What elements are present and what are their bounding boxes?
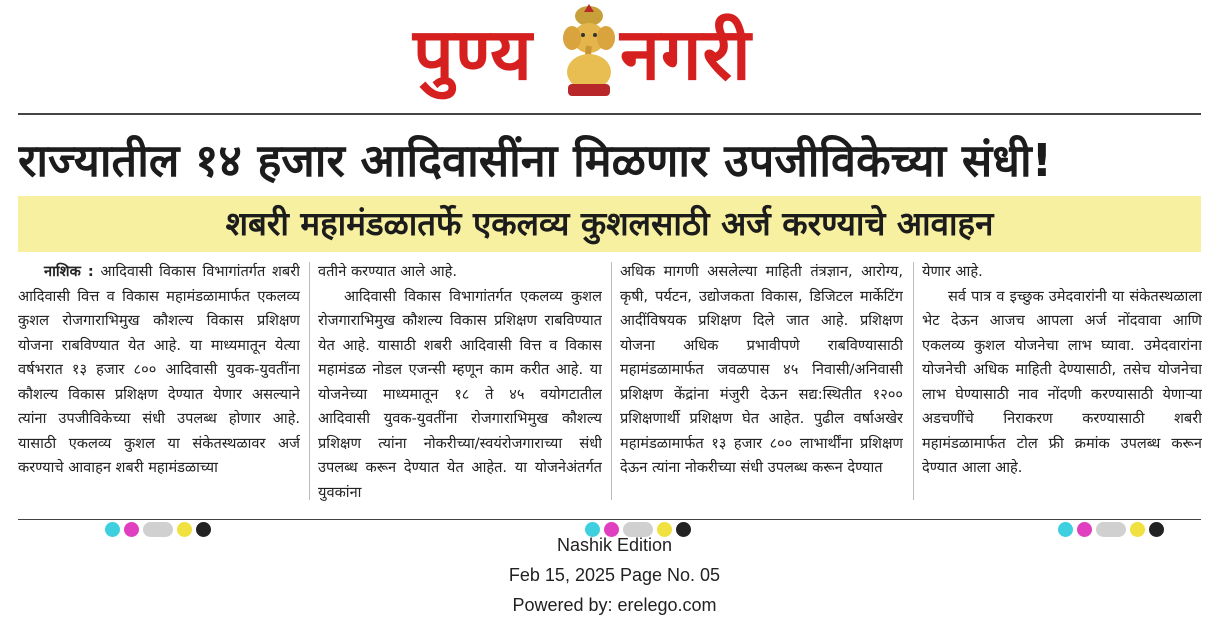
article-column-3 bbox=[620, 260, 903, 506]
ganesha-emblem-icon bbox=[556, 2, 622, 102]
powered-by-link[interactable]: Powered by: erelego.com bbox=[512, 595, 717, 615]
headline: राज्यातील १४ हजार आदिवासींना मिळणार उपजीविकेच्या संधी! bbox=[18, 134, 1053, 187]
logo-text-left: पुण्य bbox=[413, 12, 533, 96]
edition-label: Nashik Edition bbox=[556, 535, 673, 555]
paragraph bbox=[18, 260, 300, 481]
paragraph: अधिक मागणी असलेल्या माहिती तंत्रज्ञान, आरोग्य, कृषी, पर्यटन, उद्योजकता विकास, डिजिटल मार्केटिंग आदींविषयक प्रशिक्षण दिले जात आहे. प्रशिक्षण योजना अधिक प्रभावीपणे राबविण्यासाठी महामंडळामार्फत जवळपास ४५ निवासी/अनिवासी प्रशिक्षण केंद्रांना मंजुरी देऊन सद्य:स्थितीत १२०० प्रशिक्षणार्थी प्रशिक्षण घेत आहेत. पुढील वर्षाअखेर महामंडळामार्फत १३ हजार ८०० लाभार्थींना प्रशिक्षण देऊन त्यांना नोकरीच्या संधी उपलब्ध करून देण्यात bbox=[620, 263, 903, 476]
logo-text-right: नगरी bbox=[620, 12, 752, 96]
registration-marks-right bbox=[1058, 522, 1164, 532]
paragraph-text: आदिवासी विकास विभागांतर्गत शबरी आदिवासी वित्त व विकास महामंडळामार्फत एकलव्य कुशल रोजगाराभिमुख कौशल्य विकास प्रशिक्षण योजना राबविण्यात येत आहे. या माध्यमातून येत्या वर्षभरात १३ हजार ८०० आदिवासी युवक-युवतींना कौशल्य विकास प्रशिक्षण देण्यात येणार असल्याने त्यांना उपजीविकेच्या संधी उपलब्ध होणार आहे. यासाठी एकलव्य कुशल या संकेतस्थळावर अर्ज करण्याचे आवाहन शबरी महामंडळाच्या bbox=[18, 263, 300, 476]
dateline: नाशिक : bbox=[44, 263, 94, 280]
article-column-1 bbox=[18, 260, 300, 506]
article-column-4 bbox=[922, 260, 1202, 506]
column-divider bbox=[611, 262, 612, 500]
masthead bbox=[0, 0, 1229, 112]
registration-marks-center bbox=[585, 522, 691, 532]
page-bottom-rule bbox=[18, 519, 1201, 520]
paragraph: आदिवासी विकास विभागांतर्गत एकलव्य कुशल रोजगाराभिमुख कौशल्य विकास प्रशिक्षण राबविण्यात येत आहे. यासाठी शबरी आदिवासी वित्त व विकास महामंडळ नोडल एजन्सी म्हणून काम करीत आहे. या योजनेच्या माध्यमातून १८ ते ४५ वयोगटातील आदिवासी युवक-युवतींना रोजगाराभिमुख कौशल्य प्रशिक्षण त्यांना नोकरीच्या/स्वयंरोजगाराच्या संधी उपलब्ध करून देण्यात येत आहेत. या योजनेअंतर्गत युवकांना bbox=[318, 287, 602, 501]
registration-marks-left bbox=[105, 522, 211, 532]
column-divider bbox=[309, 262, 310, 500]
paragraph: वतीने करण्यात आले आहे. bbox=[318, 263, 458, 280]
article-column-2 bbox=[318, 260, 602, 506]
column-divider bbox=[913, 262, 914, 500]
paragraph: येणार आहे. bbox=[922, 263, 983, 280]
subheadline-band bbox=[18, 196, 1201, 252]
masthead-divider bbox=[18, 113, 1201, 115]
paragraph: सर्व पात्र व इच्छुक उमेदवारांनी या संकेतस्थळाला भेट देऊन आजच आपला अर्ज नोंदवावा आणि एकलव्य कुशल योजनेचा लाभ घ्यावा. उमेदवारांना योजनेची अधिक माहिती देण्यासाठी, तसेच योजनेचा लाभ घेण्यासाठी नाव नोंदणी करण्यासाठी येणाऱ्या अडचणींचे निराकरण करण्यासाठी शबरी महामंडळामार्फत टोल फ्री क्रमांक उपलब्ध करून देण्यात आला आहे. bbox=[922, 287, 1202, 476]
date-page-label: Feb 15, 2025 Page No. 05 bbox=[508, 565, 721, 585]
subheadline: शबरी महामंडळातर्फे एकलव्य कुशलसाठी अर्ज करण्याचे आवाहन bbox=[225, 204, 994, 243]
